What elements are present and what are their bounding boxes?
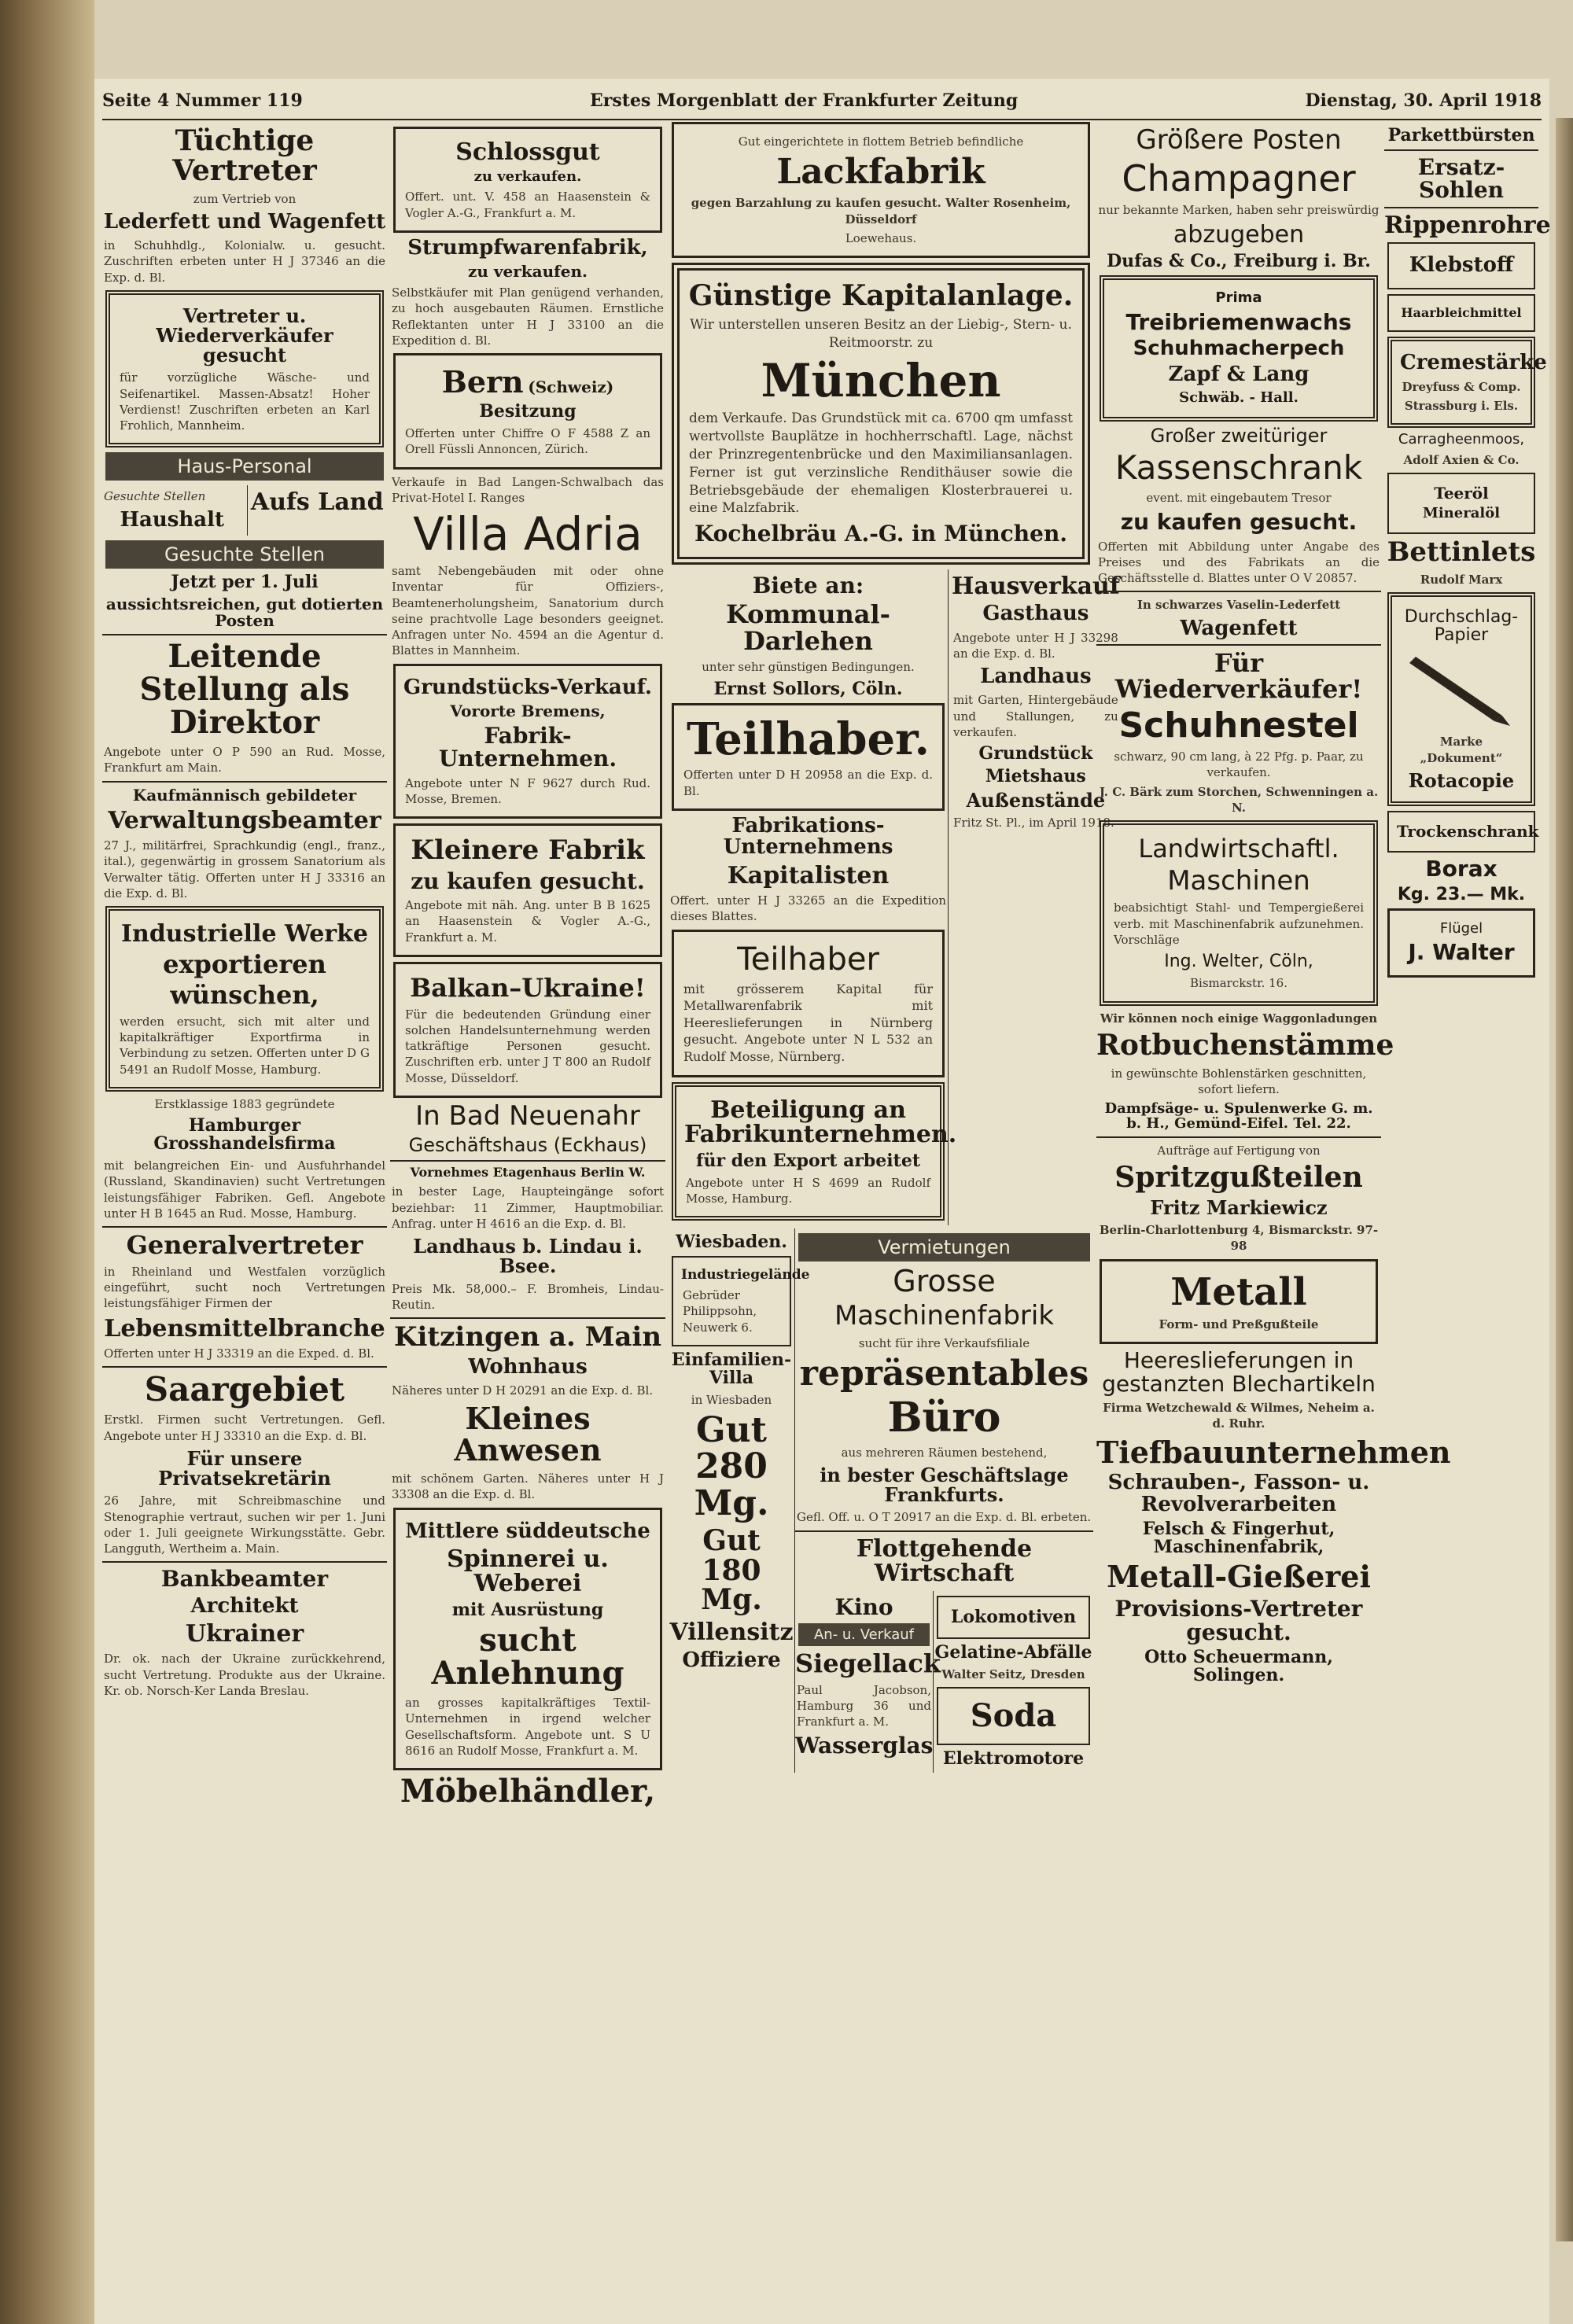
privatsekretaerin-heading: Für unsere Privatsekretärin	[158, 1446, 331, 1490]
markiewicz-text: Berlin-Charlottenburg 4, Bismarckstr. 97-98	[1099, 1223, 1379, 1254]
felsch-heading: Felsch & Fingerhut, Maschinenfabrik,	[1142, 1519, 1335, 1558]
haus-personal-right	[247, 485, 388, 536]
vertreter-title: Tüchtige Vertreter	[172, 124, 317, 187]
industriegelaende-ad	[672, 1256, 810, 1346]
grundstuecks-heading: Grundstücks-Verkauf.	[403, 675, 652, 699]
generalvertreter-heading: Generalvertreter	[126, 1230, 363, 1261]
export-gearbeitet: für den Export arbeitet	[695, 1150, 920, 1171]
buero-text2: in bester Geschäftslage Frankfurts.	[820, 1464, 1069, 1507]
wiederverkaeufer-ad	[105, 290, 384, 448]
spritzguss-heading: Spritzgußteilen	[1114, 1161, 1363, 1195]
grundstuecks-text: Angebote unter N F 9627 durch Rud. Mosse, Bremen.	[405, 775, 650, 806]
landwirtschaftl-heading: Landwirtschaftl.	[1138, 834, 1339, 864]
fabrik-unt-heading: Fabrik-Unternehmen.	[438, 722, 617, 772]
kleinere-sub: zu kaufen gesucht.	[411, 867, 645, 894]
header-right: Dienstag, 30. April 1918	[1305, 90, 1542, 111]
hamburger-heading: Hamburger Grosshandelsfirma	[153, 1115, 336, 1155]
col3-row-2	[669, 1228, 1093, 1773]
kommunal-text: unter sehr günstigen Bedingungen.	[702, 660, 915, 675]
wir-koennen: Wir können noch einige Waggonladungen	[1100, 1011, 1378, 1026]
guenstige-heading: Günstige Kapitalanlage.	[688, 279, 1074, 313]
klebstoff-heading: Klebstoff	[1409, 253, 1514, 278]
divider	[390, 1317, 665, 1319]
aufs-land-heading: Aufs Land	[250, 488, 384, 517]
divider	[1384, 149, 1538, 151]
teilhaber2-text: mit grösserem Kapital für Metallwarenfabrik mit Heereslieferungen in Nürnberg gesucht. Angebote unter N L 532 an Rudolf Mosse, Nürnberg.	[683, 981, 933, 1064]
rotbuchen-heading: Rotbuchenstämme	[1096, 1028, 1394, 1062]
buero-text3: Gefl. Off. u. O T 20917 an die Exp. d. Bl. erbeten.	[797, 1510, 1092, 1525]
landwirtschaft-ad	[1100, 820, 1378, 1005]
kleinere-heading: Kleinere Fabrik	[411, 834, 645, 867]
col3-row-1	[669, 569, 1120, 1225]
bern-heading: Bern	[441, 364, 524, 400]
divider	[102, 781, 387, 783]
flottgehende-heading: Flottgehende Wirtschaft	[856, 1534, 1033, 1588]
wasserglas-heading: Wasserglas	[795, 1733, 934, 1759]
heeres-heading: Heereslieferungen in gestanzten Blechartikeln	[1102, 1347, 1376, 1397]
dreyfuss-text: Dreyfuss & Comp.	[1402, 379, 1521, 394]
hausverkauf-heading: Hausverkauf	[952, 572, 1120, 600]
strassburg-text: Strassburg i. Els.	[1404, 399, 1519, 414]
gut280-heading: Gut 280 Mg.	[694, 1410, 769, 1523]
rotbuchen-text: in gewünschte Bohlenstärken geschnitten, sofort liefern.	[1111, 1066, 1367, 1096]
cremestaerke-ad	[1387, 337, 1547, 428]
schwaeb-heading: Schwäb. - Hall.	[1179, 389, 1299, 406]
header-left: Seite 4 Nummer 119	[102, 90, 303, 111]
villa-heading: Villa Adria	[413, 507, 643, 562]
dufas-heading: Dufas & Co., Freiburg i. Br.	[1107, 250, 1371, 271]
beteiligung-ad	[672, 1082, 957, 1221]
balkan-heading: Balkan–Ukraine!	[410, 972, 646, 1003]
dampfsaege-heading: Dampfsäge- u. Spulenwerke G. m. b. H., Gemünd-Eifel. Tel. 22.	[1104, 1100, 1373, 1132]
vaselin-heading: In schwarzes Vaselin-Lederfett	[1136, 598, 1341, 613]
hamburger-text: mit belangreichen Ein- und Ausfuhrhandel (Russland, Skandinavien) sucht Vertretungen leistungsfähiger Fabriken. Gefl. Angebote unter H B 1645 an Rud. Mosse, Hamburg.	[104, 1158, 385, 1221]
lack-text: gegen Barzahlung zu kaufen gesucht. Walter Rosenheim, Düsseldorf	[691, 196, 1071, 227]
kassenschrank-sub: event. mit eingebautem Tresor	[1146, 490, 1332, 505]
kochelbraeu-heading: Kochelbräu A.-G. in München.	[694, 521, 1068, 547]
metall-heading: Metall	[1170, 1269, 1307, 1314]
column-2	[390, 122, 665, 2316]
kassenschrank-text: Offerten mit Abbildung unter Angabe des Preises und des Fabrikats an die Geschäftsstelle d. Blattes unter O V 20857.	[1098, 539, 1380, 586]
auftraege-text: Aufträge auf Fertigung von	[1157, 1143, 1321, 1158]
pen-illustration	[1400, 649, 1518, 727]
divider	[795, 1530, 1093, 1532]
industrielle-ad	[105, 906, 384, 1092]
kleines-text: mit schönem Garten. Näheres unter H J 33308 an die Exp. d. Bl.	[392, 1471, 664, 1502]
lebensmittel-heading: Lebensmittelbranche	[104, 1314, 385, 1342]
vertreter-text: in Schuhhdlg., Kolonialw. u. gesucht. Zuschriften erbeten unter H J 37346 an die Exp. d. Bl.	[104, 238, 385, 285]
divider	[1096, 644, 1381, 646]
guenstige-text2: dem Verkaufe. Das Grundstück mit ca. 6700 qm umfasst wertvollste Bauplätze in hochherrschaftl. Lage, nächst der Prinzregentenbrücke und den Maximiliansanlagen. Ferner ist gut verzinsliche Rendithäuser sowie die Betriebsgebäude der ehemaligen Klosterbrauerei u. eine Malzfabrik.	[689, 410, 1073, 517]
book-binding	[0, 0, 94, 2324]
elektromotore-heading: Elektromotore	[942, 1748, 1085, 1770]
paul-text: Paul Jacobson, Hamburg 36 und Frankfurt a. M.	[797, 1682, 931, 1729]
exportieren-heading: exportieren	[163, 948, 326, 979]
sucht-filiale: sucht für ihre Verkaufsfiliale	[858, 1335, 1030, 1350]
aussenstaende-heading: Außenstände	[966, 789, 1106, 812]
teilhaber2-ad	[672, 930, 945, 1077]
wiesbaden-heading: Wiesbaden.	[676, 1232, 787, 1253]
lederfett-heading: Lederfett und Wagenfett	[103, 209, 386, 234]
kino-heading: Kino	[834, 1593, 893, 1620]
trockenschrank-heading: Trockenschrank	[1397, 822, 1539, 842]
schlossgut-sub: zu verkaufen.	[473, 168, 582, 185]
muenchen-heading: München	[761, 353, 1001, 407]
bern-paren: (Schweiz)	[528, 378, 614, 397]
landhaus2-heading: Landhaus	[980, 665, 1092, 689]
haus-personal-row	[102, 485, 387, 536]
metallgiesserei-heading: Metall-Gießerei	[1107, 1559, 1371, 1595]
industrielle-text: werden ersucht, sich mit alter und kapitalkräftiger Exportfirma in Verbindung zu setzen. Offerten unter D G 5491 an Rudolf Mosse, Hamburg.	[120, 1014, 370, 1077]
wohnhaus-text: Näheres unter D H 20291 an die Exp. d. Bl.	[392, 1383, 654, 1398]
klebstoff-ad	[1387, 242, 1535, 289]
aussichtsreichen-heading: aussichtsreichen, gut dotierten Posten	[105, 595, 384, 631]
lack-addr: Loewehaus.	[845, 230, 917, 245]
schlossgut-ad	[393, 127, 662, 233]
strumpf-sub: zu verkaufen.	[468, 262, 588, 282]
etagenhaus-text: in bester Lage, Haupteingänge sofort beziehbar: 11 Zimmer, Hauptmobiliar. Anfrag. unter H 4616 an die Exp. d. Bl.	[392, 1184, 664, 1231]
beteiligung-heading: Beteiligung an Fabrikunternehmen.	[684, 1096, 957, 1149]
lokomotiven-heading: Lokomotiven	[950, 1606, 1077, 1627]
bankbeamter-heading: Bankbeamter	[160, 1566, 329, 1593]
etagenhaus-heading: Vornehmes Etagenhaus Berlin W.	[410, 1164, 646, 1180]
kommunal-heading: Kommunal-Darlehen	[726, 599, 890, 656]
col3-row-2-right	[794, 1228, 1093, 1773]
offiziere-heading: Offiziere	[682, 1648, 781, 1672]
bern-heading-row	[403, 366, 652, 398]
industriegelaende-text: Gebrüder Philippsohn, Neuwerk 6.	[683, 1288, 757, 1335]
rippenrohre-heading: Rippenrohre	[1384, 211, 1551, 239]
durchschlag-ad	[1387, 592, 1535, 806]
fabrikations-heading: Fabrikations-Unternehmens	[723, 813, 893, 860]
champagner-sub: nur bekannte Marken, haben sehr preiswürdig	[1098, 202, 1380, 217]
col3-row-3-right	[933, 1591, 1093, 1773]
col3-row-3	[795, 1591, 1093, 1773]
vertreter-sub: zum Vertrieb von	[193, 191, 297, 206]
teerol-ad	[1387, 473, 1535, 534]
parkettbuersten-heading: Parkettbürsten	[1387, 125, 1535, 145]
lebensmittel-text: Offerten unter H J 33319 an die Exped. d. Bl.	[104, 1346, 374, 1361]
besitzung-heading: Besitzung	[479, 401, 577, 422]
kleines-heading: Kleines Anwesen	[454, 1401, 602, 1468]
villensitz-heading: Villensitz	[669, 1619, 794, 1647]
grosse-heading: Grosse	[893, 1264, 996, 1299]
divider	[102, 1366, 387, 1368]
neuenahr-heading: In Bad Neuenahr	[415, 1099, 640, 1132]
grundstueck-heading: Grundstück	[978, 743, 1093, 764]
industrielle-heading: Industrielle Werke	[120, 920, 368, 948]
maschinen-heading: Maschinen	[1167, 864, 1310, 897]
groessere-heading: Größere Posten	[1136, 124, 1342, 156]
ernst-heading: Ernst Sollors, Cöln.	[713, 678, 903, 699]
divider	[390, 1160, 665, 1162]
tiefbau-heading: Tiefbauunternehmen	[1096, 1434, 1451, 1470]
walter-heading: J. Walter	[1408, 939, 1515, 966]
metall-ad	[1100, 1259, 1378, 1345]
wiederverkaeufer-heading: Für Wiederverkäufer!	[1114, 647, 1363, 705]
villa-text: samt Nebengebäuden mit oder ohne Inventar für Offiziers-, Beamtenerholungsheim, Sanatorium durch seine prachtvolle Lage besonders geeignet. Anfragen unter No. 4594 an die Agentur d. Blattes in Mannheim.	[392, 564, 664, 658]
section-gesuchte-stellen: Gesuchte Stellen	[105, 540, 384, 569]
juli-heading: Jetzt per 1. Juli	[171, 572, 319, 592]
rudolf-marx-text: Rudolf Marx	[1420, 572, 1503, 587]
wv-title: Vertreter u. Wiederverkäufer gesucht	[156, 304, 333, 367]
landhaus-text: Preis Mk. 58,000.– F. Bromheis, Lindau-Reutin.	[392, 1281, 664, 1312]
divider	[102, 634, 387, 635]
guenstige-text1: Wir unterstellen unseren Besitz an der Liebig-, Stern- u. Reitmoorstr. zu	[690, 316, 1072, 351]
maschinenfabrik-heading: Maschinenfabrik	[834, 1300, 1055, 1332]
section-an-verkauf: An- u. Verkauf	[798, 1623, 930, 1646]
lokomotiven-ad	[937, 1596, 1090, 1639]
hamburger-small: Erstklassige 1883 gegründete	[154, 1096, 335, 1111]
column-1	[102, 122, 387, 2316]
metall-text: Form- und Preßgußteile	[1159, 1317, 1319, 1332]
haushalt-heading: Haushalt	[120, 507, 225, 532]
wv-text: für vorzügliche Wäsche- und Seifenartikel. Massen-Absatz! Hoher Verdienst! Zuschriften erbeten an Karl Frohlich, Mannheim.	[120, 370, 370, 433]
gut180-heading: Gut 180 Mg.	[701, 1523, 762, 1617]
divider	[1384, 207, 1538, 208]
column-4	[1096, 122, 1451, 2316]
biete-heading: Biete an:	[752, 572, 864, 598]
cremestaerke-heading: Cremestärke	[1400, 351, 1547, 375]
walter-ad	[1387, 908, 1535, 978]
lackfabrik-heading: Lackfabrik	[776, 152, 985, 193]
gesuchte-stellen-label: Gesuchte Stellen	[104, 489, 206, 504]
industriegelaende-heading: Industriegelände	[681, 1267, 810, 1284]
haarbleich-ad	[1387, 294, 1535, 333]
section-vermietungen: Vermietungen	[798, 1233, 1090, 1261]
durchschlag-heading: Durchschlag-Papier	[1404, 607, 1519, 646]
strumpf-heading: Strumpfwarenfabrik,	[407, 235, 648, 260]
anlehnung-heading: sucht Anlehnung	[431, 1622, 624, 1692]
welter-heading: Ing. Welter, Cöln,	[1164, 952, 1313, 972]
fluegel-heading: Flügel	[1439, 919, 1483, 937]
strumpf-text: Selbstkäufer mit Plan genügend verhanden, zu hoch ausgebauten Räumen. Ernstliche Reflektanten unter H J 33100 an die Expedition d. Bl.	[392, 285, 664, 348]
anlehnung-text: an grosses kapitalkräftiges Textil-Unternehmen in irgend welcher Gesellschaftsform. Angebote unt. S U 8616 an Rudolf Mosse, Frankfurt a. M.	[405, 1696, 650, 1758]
column-5	[1384, 122, 1551, 2316]
spinnerei-heading: Spinnerei u. Weberei	[447, 1545, 609, 1598]
borax-price: Kg. 23.— Mk.	[1397, 884, 1526, 904]
col3-row-1-left	[669, 569, 957, 1225]
gasthaus-heading: Gasthaus	[982, 602, 1089, 626]
col3-row-2-left	[669, 1228, 810, 1773]
treibriemen-heading: Treibriemenwachs	[1125, 308, 1352, 335]
kitzingen-heading: Kitzingen a. Main	[393, 1321, 662, 1354]
ausruestung-heading: mit Ausrüstung	[451, 1599, 604, 1620]
soda-heading: Soda	[970, 1697, 1057, 1735]
verwaltung-heading: Verwaltungsbeamter	[108, 806, 381, 834]
kapitalisten-text: Offert. unter H J 33265 an die Expedition dieses Blattes.	[670, 893, 946, 924]
column-3	[669, 122, 1120, 2316]
provisions-heading: Provisions-Vertreter gesucht.	[1114, 1596, 1363, 1645]
landw-text: beabsichtigt Stahl- und Tempergießerei verb. mit Maschinenfabrik aufzunehmen. Vorschläge	[1114, 901, 1364, 947]
champagner-heading: Champagner	[1122, 157, 1356, 200]
landhaus-heading: Landhaus b. Lindau i. Bsee.	[413, 1235, 643, 1278]
abzugeben-heading: abzugeben	[1173, 221, 1305, 249]
kapitalisten-heading: Kapitalisten	[727, 861, 890, 889]
generalvertreter-text: in Rheinland und Westfalen vorzüglich eingeführt, sucht noch Vertretungen leistungsfähiger Firmen der	[104, 1264, 385, 1311]
section-haus-personal: Haus-Personal	[105, 452, 384, 481]
divider	[102, 1226, 387, 1228]
page-header	[102, 90, 1542, 120]
otto-heading: Otto Scheuermann, Solingen.	[1144, 1646, 1333, 1685]
kassenschrank-heading: Kassenschrank	[1114, 447, 1363, 487]
schlossgut-text: Offert. unt. V. 458 an Haasenstein & Vogler A.-G., Frankfurt a. M.	[405, 190, 650, 220]
divider	[1096, 591, 1381, 592]
welter-addr: Bismarckstr. 16.	[1190, 976, 1288, 991]
col3-row-1-right	[948, 569, 1120, 1225]
siegellack-heading: Siegellack	[795, 1648, 941, 1679]
baer-heading: J. C. Bärk zum Storchen, Schwenningen a. N.	[1099, 784, 1379, 815]
verwaltung-text: 27 J., militärfrei, Sprachkundig (engl., franz., ital.), gegenwärtig in grossem Sanatorium als Verwalter tätig. Offerten unter H J 33316 an die Exp. d. Bl.	[104, 838, 385, 901]
teilhaber-ad	[672, 703, 945, 811]
walter-seitz: Walter Seitz, Dresden	[941, 1667, 1085, 1681]
teerol-heading: Teeröl	[1434, 484, 1489, 503]
teilhaber-text: Offerten unter D H 20958 an die Exp. d. Bl.	[683, 768, 933, 798]
grosser-heading: Großer zweitüriger	[1150, 424, 1328, 447]
haarbleich-heading: Haarbleichmittel	[1401, 304, 1522, 320]
grundstuecks-ad	[393, 664, 662, 819]
moebel-heading: Möbelhändler,	[400, 1773, 656, 1810]
schlossgut-heading: Schlossgut	[455, 138, 600, 166]
landhaus2-text: mit Garten, Hintergebäude und Stallungen, zu verkaufen.	[953, 693, 1118, 739]
schusterpech-heading: Schuhmacherpech	[1133, 337, 1345, 361]
kapitalanlage-ad	[672, 263, 1090, 565]
einfamilien-heading: Einfamilien-Villa	[671, 1349, 792, 1388]
kleinere-text: Angebote mit näh. Ang. unter B B 1625 an Haasenstein & Vogler A.-G., Frankfurt a. M.	[405, 898, 650, 945]
adolf-text: Adolf Axien & Co.	[1403, 453, 1520, 468]
teilhaber-heading: Teilhaber.	[686, 713, 930, 765]
spinnerei-ad	[393, 1508, 662, 1770]
bettinlets-heading: Bettinlets	[1387, 536, 1536, 569]
carrageen-heading: Carragheenmoos,	[1398, 431, 1525, 448]
teilhaber2-heading: Teilhaber	[737, 941, 879, 978]
wagenfett-heading: Wagenfett	[1180, 616, 1298, 640]
privatsekretaerin-text: 26 Jahre, mit Schreibmaschine und Stenographie vertraut, suchen wir per 1. Juni oder 1. Juli geeignete Wirkungsstätte. Gebr. Langguth, Wertheim a. Main.	[104, 1493, 385, 1556]
buero-heading: Büro	[887, 1394, 1001, 1442]
saargebiet-text: Erstkl. Firmen sucht Vertretungen. Gefl. Angebote unter H J 33310 an die Exp. d. Bl.	[104, 1412, 385, 1443]
lack-top: Gut eingerichtete in flottem Betrieb befindliche	[738, 134, 1024, 149]
ukrainer-text: Dr. ok. nach der Ukraine zurückkehrend, sucht Vertretung. Produkte aus der Ukraine. Kr. ob. Norsch-Ker Landa Breslau.	[104, 1652, 385, 1698]
mittlere-heading: Mittlere süddeutsche	[405, 1519, 650, 1543]
balkan-text: Für die bedeutenden Gründung einer solchen Handelsunternehmung werden tatkräftige Personen gesucht. Zuschriften erb. unter J T 800 an Rudolf Mosse, Düsseldorf.	[405, 1007, 650, 1085]
zu-kaufen-heading: zu kaufen gesucht.	[1120, 509, 1357, 536]
kleinere-ad	[393, 823, 662, 957]
schuhnestel-text: schwarz, 90 cm lang, à 22 Pfg. p. Paar, zu verkaufen.	[1114, 749, 1364, 780]
bern-ad	[393, 353, 662, 469]
buero-text1: aus mehreren Räumen bestehend,	[841, 1445, 1048, 1460]
bern-text: Offerten unter Chiffre O F 4588 Z an Orell Füssli Annoncen, Zürich.	[405, 426, 650, 457]
beteiligung-text: Angebote unter H S 4699 an Rudolf Mosse, Hamburg.	[686, 1175, 930, 1206]
rotacopie-heading: Rotacopie	[1408, 768, 1515, 792]
ukrainer-heading: Ukrainer	[185, 1619, 304, 1648]
kaufm-heading: Kaufmännisch gebildeter	[132, 785, 357, 805]
zapf-heading: Zapf & Lang	[1168, 363, 1310, 387]
architekt-heading: Architekt	[190, 1593, 299, 1618]
einfamilien-sub: in Wiesbaden	[691, 1393, 772, 1408]
geschaeftshaus-heading: Geschäftshaus (Eckhaus)	[408, 1133, 647, 1156]
leitende-text: Angebote unter O P 590 an Rud. Mosse, Frankfurt am Main.	[104, 745, 385, 775]
schrauben-heading: Schrauben-, Fasson- u. Revolverarbeiten	[1107, 1471, 1370, 1516]
leitende-heading: Leitende Stellung als Direktor	[139, 638, 350, 742]
firma-text: Firma Wetzchewald & Wilmes, Neheim a. d. Ruhr.	[1103, 1401, 1375, 1431]
borax-heading: Borax	[1425, 856, 1497, 882]
gelatine-heading: Gelatine-Abfälle	[934, 1641, 1092, 1663]
prima-heading: Prima	[1215, 289, 1262, 306]
mineraloel-heading: Mineralöl	[1422, 505, 1501, 522]
gasthaus-text: Angebote unter H J 33298 an die Exp. d. Bl.	[953, 630, 1118, 661]
saargebiet-heading: Saargebiet	[144, 1370, 345, 1409]
page-edge	[1556, 118, 1573, 2241]
haus-personal-left	[102, 485, 242, 536]
divider	[102, 1561, 387, 1563]
schuhnestel-heading: Schuhnestel	[1118, 705, 1359, 746]
wohnhaus-heading: Wohnhaus	[468, 1354, 588, 1379]
wuenschen-heading: wünschen,	[170, 980, 319, 1011]
trockenschrank-ad	[1387, 811, 1539, 853]
ersatz-heading: Ersatz-Sohlen	[1417, 154, 1505, 204]
markiewicz-heading: Fritz Markiewicz	[1150, 1195, 1328, 1219]
divider	[1096, 1136, 1381, 1138]
col3-row-3-left	[795, 1591, 941, 1773]
lackfabrik-ad	[672, 122, 1090, 258]
marke-text: Marke „Dokument“	[1420, 735, 1503, 765]
treibriemen-ad	[1100, 275, 1378, 422]
villa-small: Verkaufe in Bad Langen-Schwalbach das Privat-Hotel I. Ranges	[392, 474, 664, 505]
header-center: Erstes Morgenblatt der Frankfurter Zeitung	[590, 90, 1019, 111]
mietshaus-heading: Mietshaus	[985, 766, 1086, 787]
balkan-ad	[393, 962, 662, 1098]
aussenstaende-text: Fritz St. Pl., im April 1918.	[953, 816, 1114, 831]
repraesentables-heading: repräsentables	[799, 1353, 1089, 1394]
soda-ad	[937, 1687, 1090, 1745]
bremen-heading: Vororte Bremens,	[450, 701, 606, 720]
